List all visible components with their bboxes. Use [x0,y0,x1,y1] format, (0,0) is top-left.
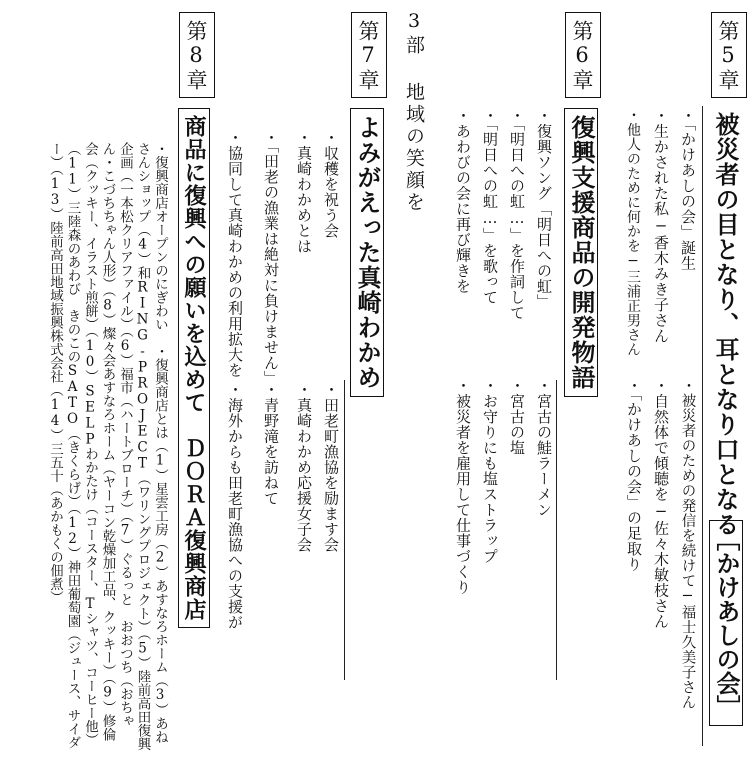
list-item: ・協同して真崎わかめの利用拡大を [226,130,244,378]
chapter-7-label: 第7章 [356,20,380,92]
list-item: ・「かけあしの会」誕生 [679,108,697,271]
list-item: ・あわびの会に再び輝きを [454,108,472,294]
chapter-5-divider [702,106,703,746]
list-item: ・真崎わかめ応援女子会 [295,382,313,553]
list-item: ・自然体で傾聴を−佐々木敏枝さん [652,378,670,629]
list-item: ・青野滝を訪ねて [262,382,280,506]
list-item: ・「かけあしの会」の足取り [625,378,643,572]
chapter-5-title-bracket: ［かけあしの会］ [709,520,743,726]
chapter-6-title: 復興支援商品の開発物語 [564,108,598,397]
list-item: ・海外からも田老町漁協への支援が [226,382,244,630]
chapter-6-divider [556,380,557,680]
list-item: ・真崎わかめとは [295,130,313,254]
chapter-8-label: 第8章 [184,20,208,92]
list-item: ・収穫を祝う会 [322,130,340,239]
chapter-7-divider [344,380,345,680]
chapter-6-label: 第6章 [570,20,594,92]
list-item: ・「明日への虹…」を歌って [481,108,499,305]
list-item: ・宮古の塩 [508,378,526,456]
list-item: ・田老町漁協を励ます会 [322,382,340,553]
list-item: ・被災者のための発信を続けて−福士久美子さん [679,378,696,710]
chapter-5-title: 被災者の目となり、耳となり口となる [711,112,740,537]
list-item: ・「明日への虹…」を作詞して [508,108,526,321]
chapter-7-title: よみがえった真崎わかめ [350,108,384,397]
chapter-5-label: 第5章 [716,20,740,92]
list-item: ・復興ソング「明日への虹」 [535,108,553,310]
list-item: ・宮古の鮭ラーメン [535,378,553,518]
part-title: 3部 地域の笑顔を [403,10,425,214]
list-item: ・他人のために何かを−三浦正男さん [625,108,641,357]
list-item: ・「田老の漁業は絶対に負けません」 [262,130,280,386]
chapter-8-body: ・復興商店オープンのにぎわい ・復興商店とは（1）星雲工房（2）あすなろホーム（3）あねさんショップ（4）和RING-PROJECT（ワリングプロジェクト）（5）陸前高田復興企画（一本松クリアファイル）（6）福市（ハートブローチ）（7）ぐるっと おおつち（おちゃん・こづちちゃん人形）（8）燦々会あすなろホーム（ヤーコン乾燥加工品、クッキー）（9）修倫会（クッキー、イラスト煎餅）（10）SELPわかたけ（コースター、Tシャツ、コーヒー他）（11）三陸森のあわび きのこのSATO（きくらげ）（12）神田葡萄園（ジュース、サイダー）（13）陸前高田地域振興株式会社（14）三五十（あかもくの佃煮） [47,142,168,751]
list-item: ・お守りにも塩ストラップ [481,378,499,564]
chapter-8-title: 商品に復興への願いを込めて ＤＯＲＡ復興商店 [178,108,210,628]
list-item: ・被災者を雇用して仕事づくり [454,378,472,595]
list-item: ・生かされた私−香木みき子さん [652,108,670,344]
